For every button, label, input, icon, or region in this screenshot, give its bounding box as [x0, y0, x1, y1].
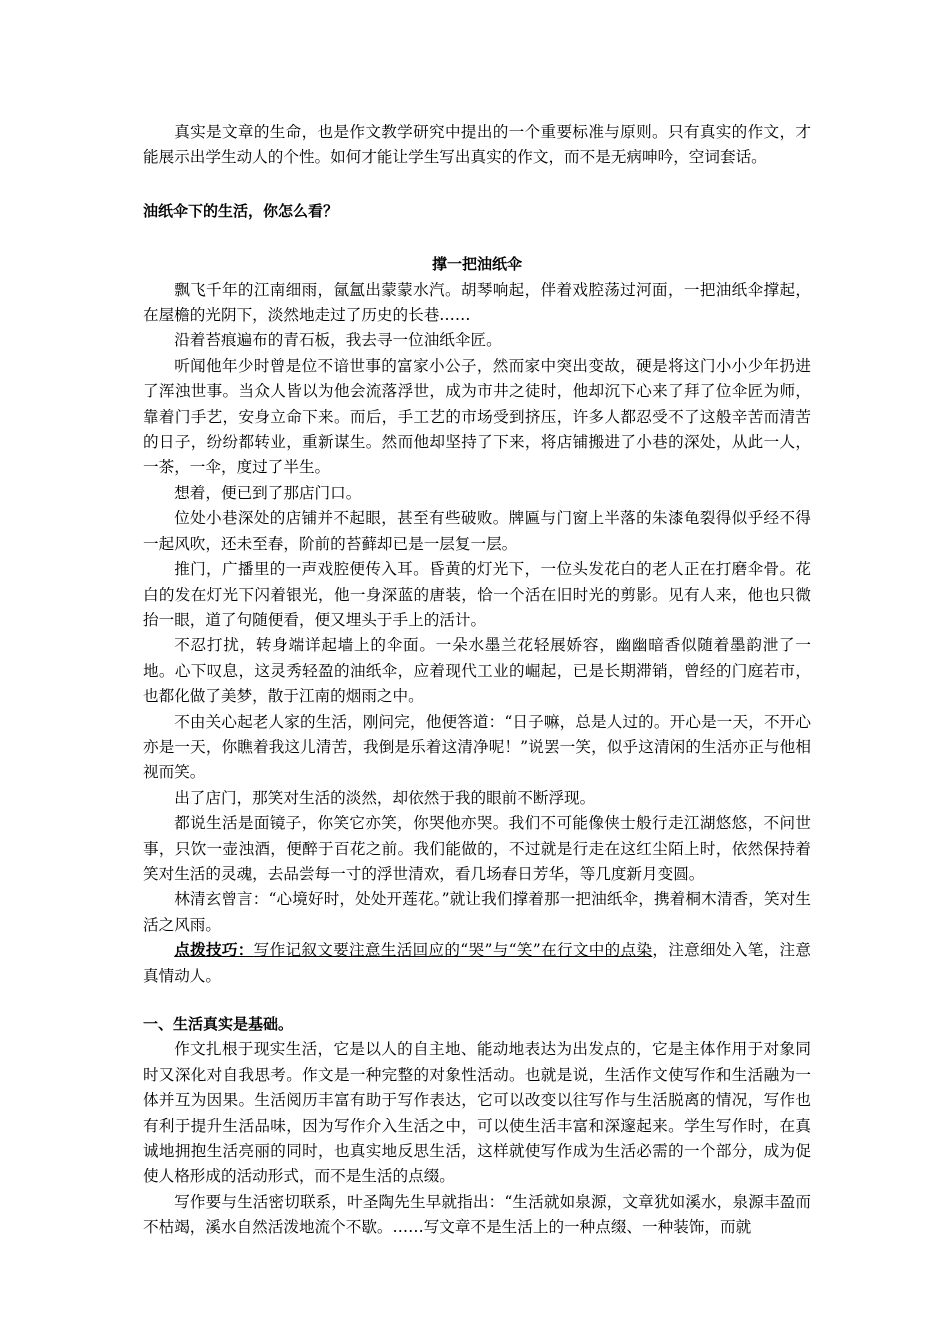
question-heading: 油纸伞下的生活，你怎么看？ — [143, 201, 339, 220]
essay-paragraph: 出了店门，那笑对生活的淡然，却依然于我的眼前不断浮现。 — [174, 788, 596, 807]
document-body — [143, 120, 811, 1241]
essay-paragraph: 想着，便已到了那店门口。 — [174, 483, 362, 502]
tip-paragraph — [143, 938, 811, 989]
intro-paragraph: 真实是文章的生命，也是作文教学研究中提出的一个重要标准与原则。只有真实的作文，才能展示出学生动人的个性。如何才能让学生写出真实的作文，而不是无病呻吟，空词套话。 — [143, 123, 811, 167]
tip-rest-text: ，注意细处入笔，注意真情动人。 — [143, 941, 811, 985]
essay-paragraph: 不由关心起老人家的生活，刚问完，他便答道：“日子嘛，总是人过的。开心是一天，不开心亦是一天，你瞧着我这儿清苦，我倒是乐着这清净呢！”说罢一笑，似乎这清闲的生活亦正与他相视而笑。 — [143, 712, 811, 782]
essay-paragraph: 都说生活是面镜子，你笑它亦笑，你哭他亦哭。我们不可能像侠士般行走江湖悠悠，不问世事，只饮一壶浊酒，便醉于百花之前。我们能做的，不过就是行走在这红尘陌上时，依然保持着笑对生活的灵魂，去品尝每一寸的浮世清欢，看几场春日芳华，等几度新月变圆。 — [143, 814, 811, 883]
spacer — [143, 989, 811, 1012]
spacer — [143, 171, 811, 199]
essay-paragraph: 不忍打扰，转身端详起墙上的伞面。一朵水墨兰花轻展娇容，幽幽暗香似随着墨韵泄了一地。心下叹息，这灵秀轻盈的油纸伞，应着现代工业的崛起，已是长期滞销，曾经的门庭若市，也都化做了美梦，散于江南的烟雨之中。 — [143, 636, 811, 706]
essay-paragraph: 推门，广播里的一声戏腔便传入耳。昏黄的灯光下，一位头发花白的老人正在打磨伞骨。花白的发在灯光下闪着银光，他一身深蓝的唐装，恰一个活在旧时光的剪影。见有人来，他也只微抬一眼，道了句随便看，便又埋头于手上的活计。 — [143, 560, 811, 629]
spacer — [143, 224, 811, 252]
tip-label: 点拨技巧： — [174, 941, 254, 960]
essay-paragraph: 林清玄曾言：“心境好时，处处开莲花。”就让我们撑着那一把油纸伞，携着桐木清香，笑对生活之风雨。 — [143, 890, 811, 934]
section-paragraph: 作文扎根于现实生活，它是以人的自主地、能动地表达为出发点的，它是主体作用于对象同时又深化对自我思考。作文是一种完整的对象性活动。也就是说，生活作文使写作和生活融为一体并互为因果。生活阅历丰富有助于写作表达，它可以改变以往写作与生活脱离的情况，写作也有利于提升生活品味，因为写作介入生活之中，可以使生活丰富和深邃起来。学生写作时，在真诚地拥抱生活亮丽的同时，也真实地反思生活，这样就使写作成为生活必需的一个部分，成为促使人格形成的活动形式，而不是生活的点缀。 — [143, 1040, 811, 1186]
tip-underlined-text: 写作记叙文要注意生活回应的“哭”与“笑”在行文中的点染 — [253, 941, 653, 960]
essay-paragraph: 听闻他年少时曾是位不谙世事的富家小公子，然而家中突出变故，硬是将这门小小少年扔进了浑浊世事。当众人皆以为他会流落浮世，成为市井之徒时，他却沉下心来了拜了位伞匠为师，靠着门手艺，安身立命下来。而后，手工艺的市场受到挤压，许多人都忍受不了这般辛苦而清苦的日子，纷纷都转业，重新谋生。然而他却坚持了下来，将店铺搬进了小巷的深处，从此一人，一茶，一伞，度过了半生。 — [143, 356, 811, 477]
essay-paragraph: 飘飞千年的江南细雨，氤氲出蒙蒙水汽。胡琴响起，伴着戏腔荡过河面，一把油纸伞撑起，在屋檐的光阴下，淡然地走过了历史的长巷…… — [143, 280, 811, 325]
essay-paragraph: 位处小巷深处的店铺并不起眼，甚至有些破败。牌匾与门窗上半落的朱漆龟裂得似乎经不得一起风吹，还未至春，阶前的苔藓却已是一层复一层。 — [143, 509, 811, 553]
section-paragraph: 写作要与生活密切联系，叶圣陶先生早就指出：“生活就如泉源，文章犹如溪水，泉源丰盈而不枯竭，溪水自然活泼地流个不歇。……写文章不是生活上的一种点缀、一种装饰，而就 — [143, 1192, 811, 1237]
essay-paragraph: 沿着苔痕遍布的青石板，我去寻一位油纸伞匠。 — [174, 331, 502, 350]
essay-title: 撑一把油纸伞 — [431, 255, 522, 274]
section-heading: 一、生活真实是基础。 — [143, 1015, 294, 1033]
